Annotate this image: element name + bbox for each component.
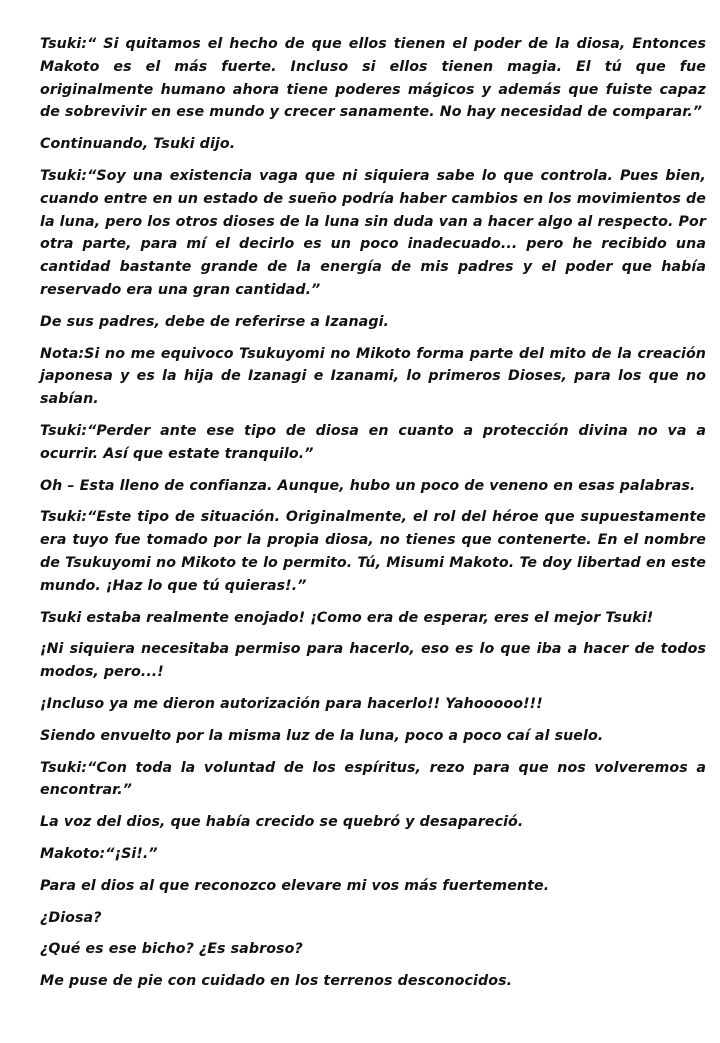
paragraph: Oh – Esta lleno de confianza. Aunque, hubo un poco de veneno en esas palabras. <box>40 477 696 494</box>
paragraph: ¡Incluso ya me dieron autorización para hacerlo!! Yahooooo!!! <box>40 695 543 712</box>
paragraph: La voz del dios, que había crecido se quebró y desapareció. <box>40 814 524 831</box>
paragraph: Tsuki:“Perder ante ese tipo de diosa en cuanto a protección divina no va a ocurrir. Así que estate tranquilo.” <box>40 422 706 462</box>
paragraph: Tsuki:“ Si quitamos el hecho de que ellos tienen el poder de la diosa, Entonces Makoto es el más fuerte. Incluso si ellos tienen magia. El tú que fue originalmente humano ahora tiene poderes mágicos y además que fuiste capaz de sobrevivir en ese mundo y crecer sanamente. No hay necesidad de comparar.” <box>40 36 706 121</box>
paragraph: Me puse de pie con cuidado en los terrenos desconocidos. <box>40 973 513 990</box>
paragraph: Para el dios al que reconozco elevare mi vos más fuertemente. <box>40 877 550 894</box>
paragraph: Continuando, Tsuki dijo. <box>40 136 236 153</box>
paragraph: Tsuki:“Soy una existencia vaga que ni siquiera sabe lo que controla. Pues bien, cuando entre en un estado de sueño podría haber cambios en los movimientos de la luna, pero los otros dioses de la luna sin duda van a hacer algo al respecto. Por otra parte, para mí el decirlo es un poco inadecuado... pero he recibido una cantidad bastante grande de la energía de mis padres y el poder que había reservado era una gran cantidad.” <box>40 167 706 298</box>
paragraph: Tsuki:“Con toda la voluntad de los espíritus, rezo para que nos volveremos a encontrar.” <box>40 759 706 799</box>
paragraph: ¡Ni siquiera necesitaba permiso para hacerlo, eso es lo que iba a hacer de todos modos, pero...! <box>40 641 706 681</box>
paragraph: ¿Diosa? <box>40 909 102 926</box>
paragraph: Makoto:“¡Si!.” <box>40 845 158 862</box>
paragraph: De sus padres, debe de referirse a Izanagi. <box>40 313 390 330</box>
paragraph: Tsuki estaba realmente enojado! ¡Como era de esperar, eres el mejor Tsuki! <box>40 609 654 626</box>
paragraph: Nota:Si no me equivoco Tsukuyomi no Mikoto forma parte del mito de la creación japonesa y es la hija de Izanagi e Izanami, lo primeros Dioses, para los que no sabían. <box>40 345 706 408</box>
paragraph: ¿Qué es ese bicho? ¿Es sabroso? <box>40 941 303 958</box>
paragraph: Tsuki:“Este tipo de situación. Originalmente, el rol del héroe que supuestamente era tuyo fue tomado por la propia diosa, no tienes que contenerte. En el nombre de Tsukuyomi no Mikoto te lo permito. Tú, Misumi Makoto. Te doy libertad en este mundo. ¡Haz lo que tú quieras!.” <box>40 509 706 594</box>
paragraph: Siendo envuelto por la misma luz de la luna, poco a poco caí al suelo. <box>40 727 604 744</box>
